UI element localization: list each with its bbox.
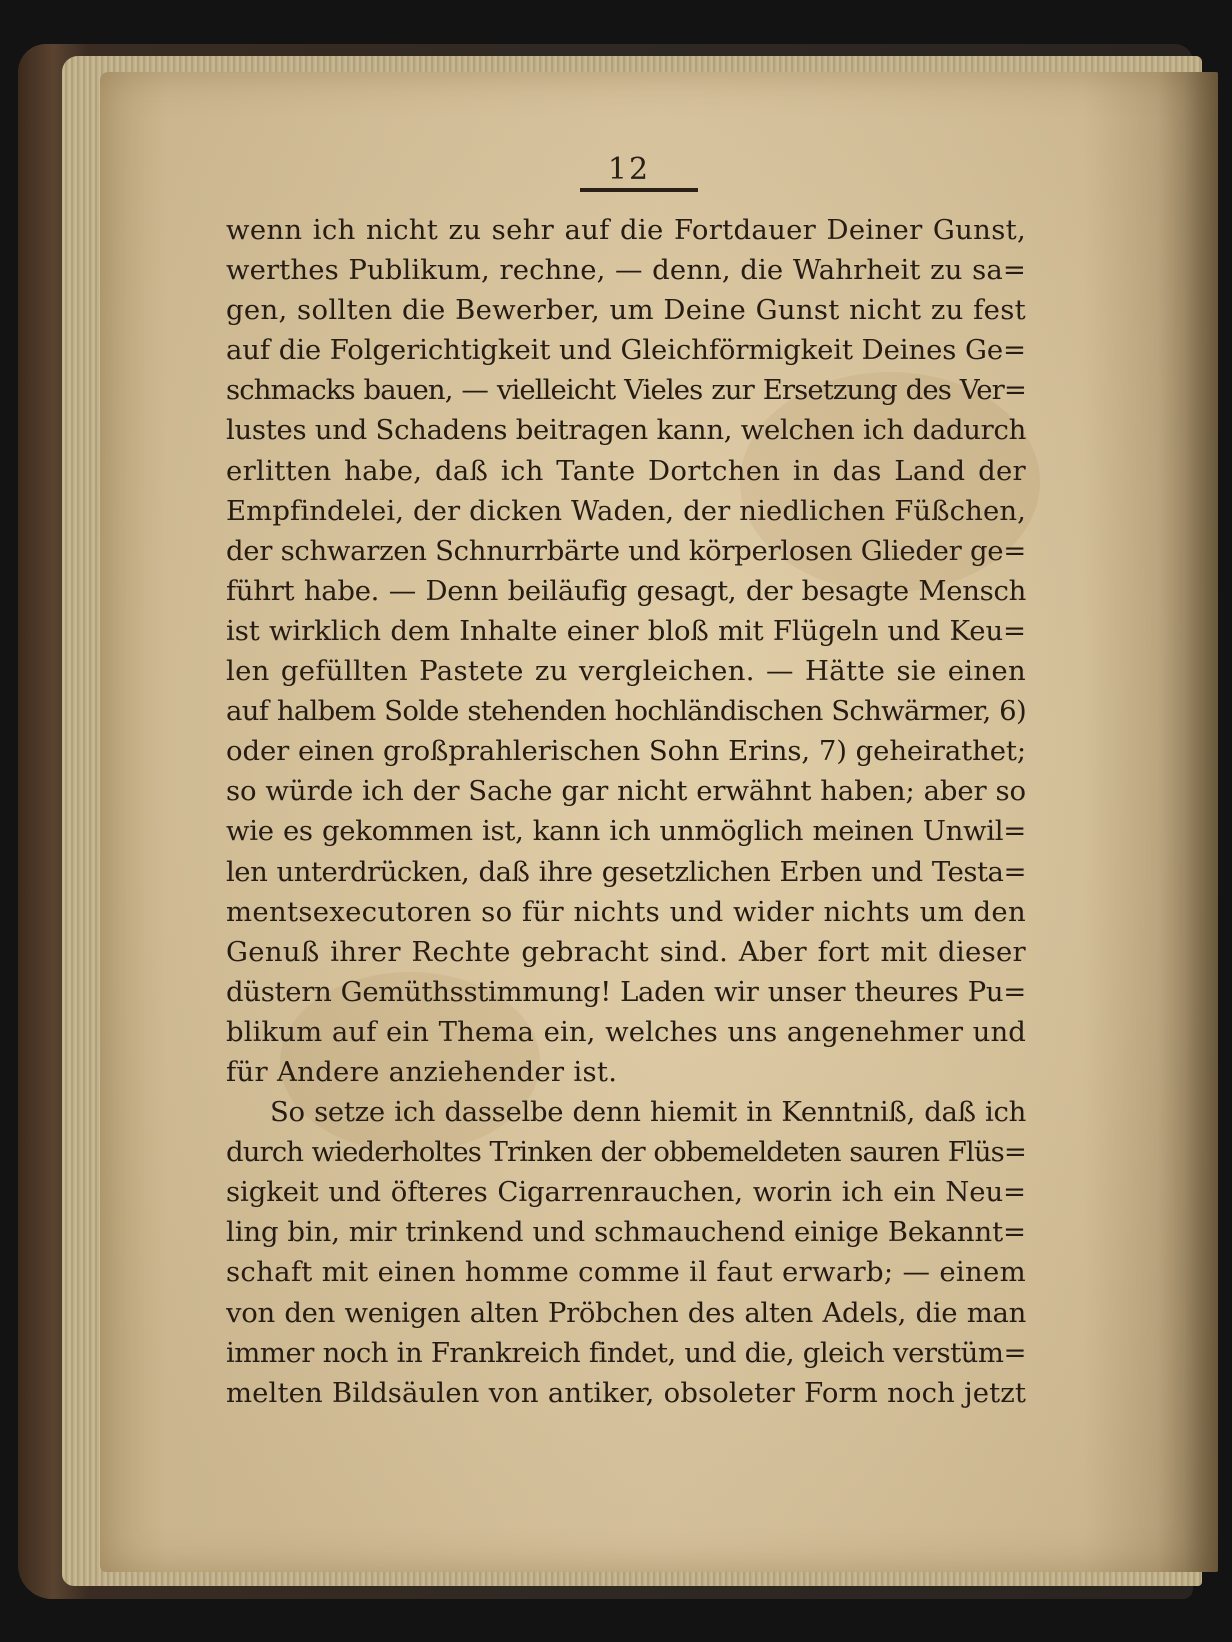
header-rule [580,188,698,192]
text-line: gen, sollten die Bewerber, um Deine Gunst nicht zu fest [226,294,1026,327]
gutter-shadow [1158,72,1218,1572]
text-line: schaft mit einen homme comme il faut erwarb; — einem [226,1256,1026,1289]
text-line: wie es gekommen ist, kann ich unmöglich meinen Unwil= [226,815,1026,848]
text-line: auf halbem Solde stehenden hochländischen Schwärmer, 6) [226,695,1026,728]
text-line: melten Bildsäulen von antiker, obsoleter Form noch jetzt [226,1376,1026,1409]
text-line: wenn ich nicht zu sehr auf die Fortdauer Deiner Gunst, [226,214,1026,246]
text-line: auf die Folgerichtigkeit und Gleichförmigkeit Deines Ge= [226,334,1026,367]
text-line: immer noch in Frankreich findet, und die, gleich verstüm= [226,1336,1026,1369]
text-line: schmacks bauen, — vielleicht Vieles zur Ersetzung des Ver= [226,374,1026,407]
text-line: lustes und Schadens beitragen kann, welchen ich dadurch [226,414,1026,447]
text-line: führt habe. — Denn beiläufig gesagt, der besagte Mensch [226,574,1026,607]
body-text [226,210,1026,1413]
text-line: Genuß ihrer Rechte gebracht sind. Aber fort mit dieser [226,935,1026,968]
page-number: 12 [607,152,651,187]
text-line: len unterdrücken, daß ihre gesetzlichen Erben und Testa= [226,855,1026,888]
text-line: von den wenigen alten Pröbchen des alten Adels, die man [226,1296,1026,1329]
text-line: oder einen großprahlerischen Sohn Erins, 7) geheirathet; [226,735,1026,768]
text-line: erlitten habe, daß ich Tante Dortchen in das Land der [226,454,1026,487]
text-line: blikum auf ein Thema ein, welches uns angenehmer und [226,1015,1026,1048]
text-line: werthes Publikum, rechne, — denn, die Wahrheit zu sa= [226,254,1026,287]
text-line: ist wirklich dem Inhalte einer bloß mit Flügeln und Keu= [226,614,1026,647]
text-line: düstern Gemüthsstimmung! Laden wir unser theures Pu= [226,975,1026,1008]
text-line: für Andere anziehender ist. [226,1055,618,1088]
text-line: durch wiederholtes Trinken der obbemeldeten sauren Flüs= [226,1136,1026,1169]
text-line: len gefüllten Pastete zu vergleichen. — Hätte sie einen [226,655,1026,688]
book-page [100,72,1218,1572]
text-line: mentsexecutoren so für nichts und wider nichts um den [226,895,1026,928]
text-line: Empfindelei, der dicken Waden, der niedlichen Füßchen, [226,494,1026,527]
text-line: sigkeit und öfteres Cigarrenrauchen, worin ich ein Neu= [226,1176,1026,1209]
text-line: so würde ich der Sache gar nicht erwähnt haben; aber so [226,775,1026,808]
text-line: So setze ich dasselbe denn hiemit in Kenntniß, daß ich [270,1096,1026,1129]
text-line: ling bin, mir trinkend und schmauchend einige Bekannt= [226,1216,1026,1249]
text-line: der schwarzen Schnurrbärte und körperlosen Glieder ge= [226,534,1026,567]
